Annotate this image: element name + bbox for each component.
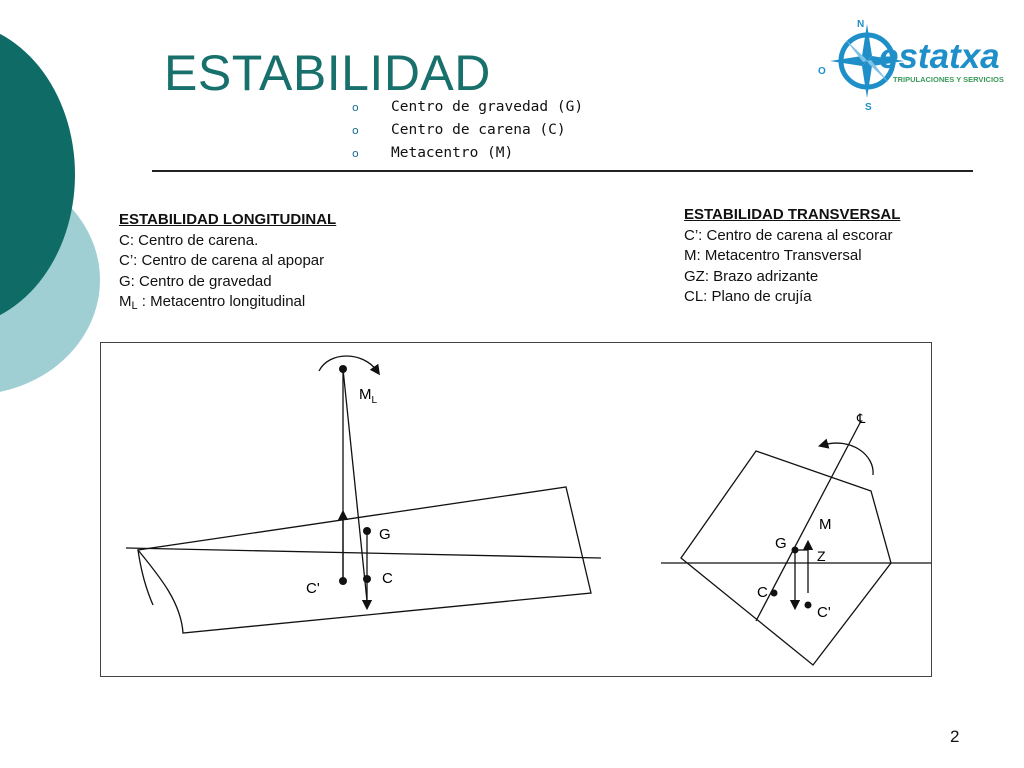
logo-tagline: TRIPULACIONES Y SERVICIOS [893, 75, 1004, 84]
transversal-diagram [661, 421, 931, 665]
transversal-points [771, 547, 812, 609]
longitudinal-legend [119, 210, 336, 317]
label-ml: $M_L$ [359, 386, 378, 406]
section-outline [681, 451, 891, 665]
legend-line: CL: Plano de crujía [684, 288, 812, 305]
point-c-prime [805, 602, 812, 609]
label-c-prime: C' [306, 580, 320, 597]
label-g: G [775, 535, 787, 552]
divider-line [152, 170, 973, 172]
page-number: 2 [950, 727, 960, 746]
label-c-prime: C' [817, 604, 831, 621]
legend-line: M: Metacentro Transversal [684, 247, 862, 264]
list-item: o Centro de carena (C) [352, 119, 583, 142]
legend-line-ml: $M_L$ : Metacentro longitudinal [119, 293, 306, 312]
svg-text:O: O [818, 66, 826, 77]
concept-list [352, 96, 583, 165]
legend-line: C: Centro de carena. [119, 231, 259, 249]
transversal-legend [684, 205, 900, 308]
point-c [363, 575, 371, 583]
legend-line: C’: Centro de carena al apopar [119, 252, 325, 269]
label-c: C [382, 570, 393, 587]
svg-text:S: S [865, 102, 872, 112]
list-item: o Centro de gravedad (G) [352, 96, 583, 119]
label-m: M [819, 516, 832, 533]
transversal-heading: ESTABILIDAD TRANSVERSAL [684, 206, 901, 223]
svg-text:N: N [857, 19, 865, 30]
point-g [363, 527, 371, 535]
point-g [792, 547, 799, 554]
legend-line: C’: Centro de carena al escorar [684, 226, 893, 244]
longitudinal-heading: ESTABILIDAD LONGITUDINAL [119, 211, 337, 228]
waterline [126, 548, 601, 558]
stability-diagram [100, 342, 932, 677]
label-cl: ℄ [857, 411, 866, 426]
vertical-line-c [343, 369, 367, 601]
label-z: Z [817, 548, 826, 564]
list-item: o Metacentro (M) [352, 142, 583, 165]
label-g: G [379, 526, 391, 543]
logo-wordmark: estatxa [879, 37, 1000, 76]
rotation-arrow [823, 443, 873, 475]
hull-outline [138, 487, 591, 633]
bullet-circle-icon: o [352, 147, 359, 160]
label-c: C [757, 584, 768, 601]
point-c [771, 590, 778, 597]
legend-line: GZ: Brazo adrizante [684, 267, 819, 285]
rotation-arrow [319, 356, 377, 371]
estatxa-logo [815, 16, 1015, 112]
point-ml [339, 365, 347, 373]
bullet-circle-icon: o [352, 124, 359, 137]
slide-title: ESTABILIDAD [164, 45, 491, 101]
legend-line: G: Centro de gravedad [119, 272, 272, 290]
point-c-prime [339, 577, 347, 585]
bullet-circle-icon: o [352, 101, 359, 114]
